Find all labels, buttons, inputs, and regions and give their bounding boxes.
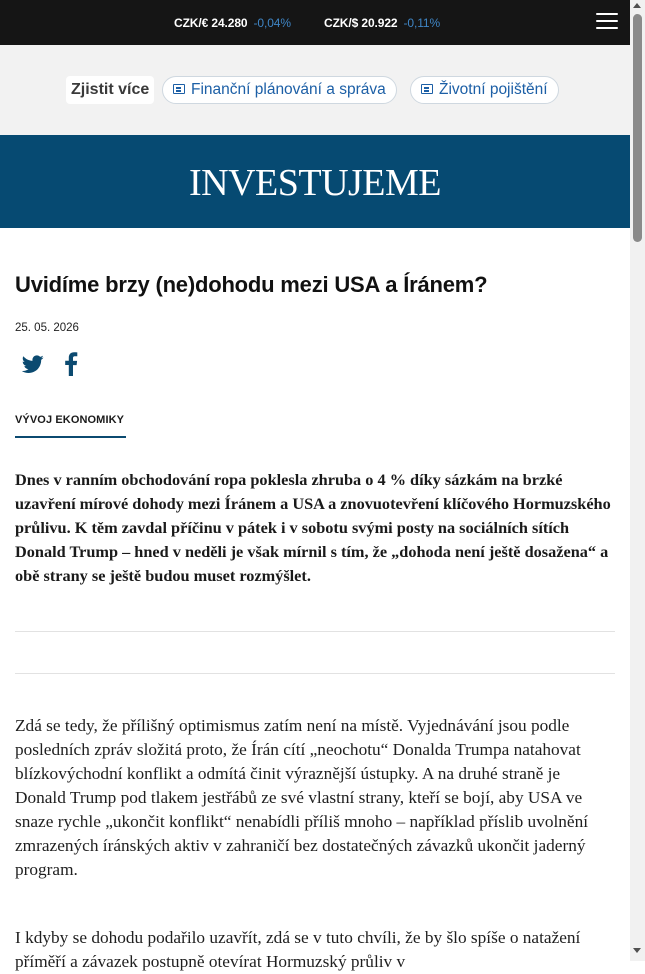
learn-more-label: Zjistit více [66, 76, 154, 104]
article-title: Uvidíme brzy (ne)dohodu mezi USA a Íránem? [15, 272, 488, 297]
rate-eur-change: -0,04% [253, 16, 291, 30]
rate-usd-change: -0,11% [403, 16, 441, 30]
scrollbar-thumb[interactable] [633, 14, 642, 242]
link-financial-planning-label: Finanční plánování a správa [191, 81, 386, 98]
link-life-insurance[interactable] [410, 76, 559, 104]
scroll-up-arrow-icon[interactable] [633, 3, 641, 8]
newspaper-icon [173, 84, 185, 94]
rate-eur-value: CZK/€ 24.280 [174, 16, 248, 30]
rate-usd-value: CZK/$ 20.922 [324, 16, 398, 30]
divider [15, 631, 615, 632]
link-financial-planning[interactable] [162, 76, 397, 104]
twitter-icon[interactable] [22, 352, 44, 376]
article-paragraph: I kdyby se dohodu podařilo uzavřít, zdá se v tuto chvíli, že by šlo spíše o natažení příměří a závazek postupně otevírat Hormuzský průliv v [15, 928, 581, 971]
topic-subnav [0, 45, 630, 135]
facebook-icon[interactable] [64, 352, 78, 376]
newspaper-icon [421, 84, 433, 94]
hamburger-menu-icon[interactable] [596, 13, 618, 31]
link-life-insurance-label: Životní pojištění [439, 81, 548, 98]
scroll-down-arrow-icon[interactable] [633, 948, 641, 953]
category-underline [15, 436, 126, 438]
article-paragraph: Zdá se tedy, že přílišný optimismus zatím není na místě. Vyjednávání jsou podle posledních zpráv složitá proto, že Írán cítí „neochotu“ Donalda Trumpa natahovat blízkovýchodní konflikt a odmítá činit výraznější ústupky. A na druhé straně je Donald Trump pod tlakem jestřábů ze své vlastní strany, kteří se bojí, aby USA ve snaze rychle „ukončit konflikt“ nenabídli příliš mnoho – například příslib uvolnění zmrazených íránských aktiv v zahraničí bez dostatečných závazků ukončit jaderný program. [15, 716, 589, 879]
site-logo[interactable]: INVESTUJEME [188, 162, 442, 204]
brand-banner [0, 135, 630, 228]
currency-ticker-bar [0, 0, 630, 45]
divider [15, 673, 615, 674]
rate-usd [324, 16, 440, 30]
article-lead: Dnes v ranním obchodování ropa poklesla zhruba o 4 % díky sázkám na brzké uzavření mírové dohody mezi Íránem a USA a znovuotevření klíčového Hormuzského průlivu. K těm zavdal příčinu v pátek i v sobotu svými posty na sociálních sítích Donald Trump – hned v neděli je však mírnil s tím, že „dohoda není ještě dosažena“ a obě strany se ještě budou muset rozmýšlet. [15, 470, 611, 585]
category-tag[interactable]: VÝVOJ EKONOMIKY [15, 414, 125, 426]
rate-eur [174, 16, 291, 30]
article-date: 25. 05. 2026 [15, 322, 79, 334]
